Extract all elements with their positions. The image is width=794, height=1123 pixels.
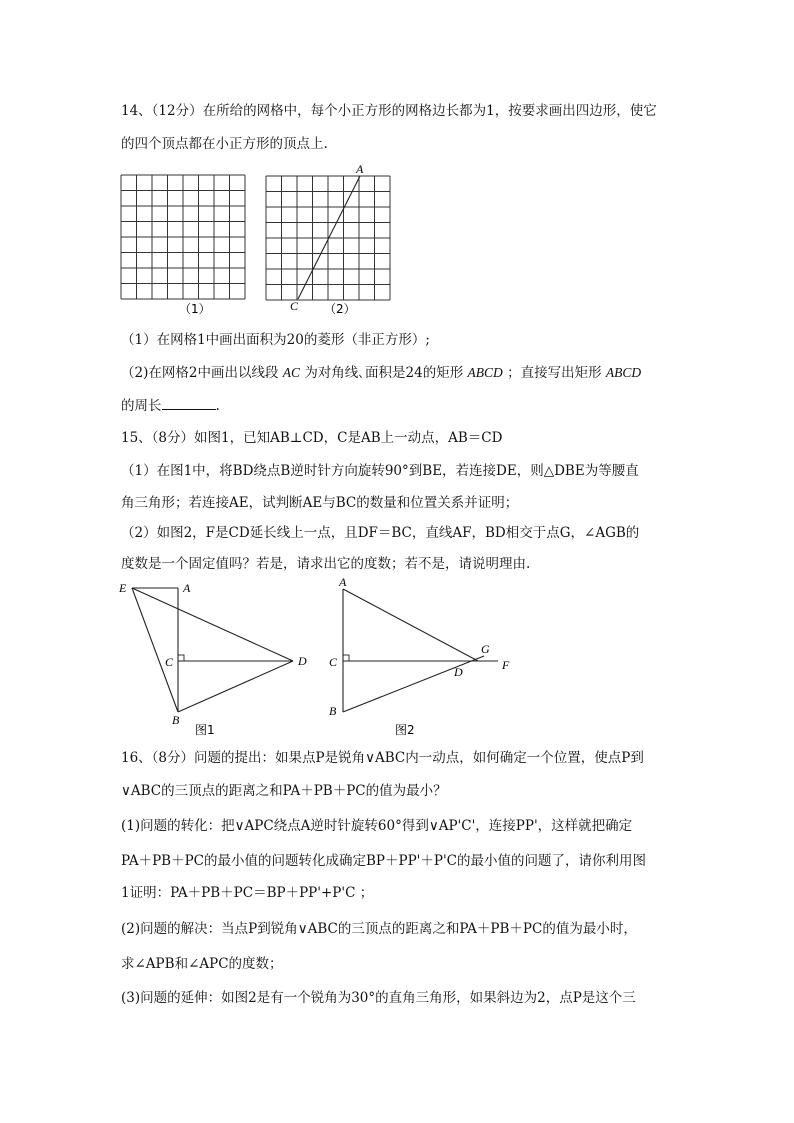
fig1-label-e: E: [119, 581, 127, 595]
fig2-label-g: G: [481, 642, 490, 656]
q15-part1-line1: （1）在图1中，将BD绕点B逆时针方向旋转90°到BE，若连接DE，则△DBE为等腰直: [121, 463, 639, 479]
q14-line2: 的四个顶点都在小正方形的顶点上.: [121, 136, 328, 152]
fig1-label-c: C: [165, 655, 174, 669]
q16-part3-line1: (3)问题的延伸：如图2是有一个锐角为30°的直角三角形，如果斜边为2，点P是这个三: [121, 990, 636, 1006]
q15-line1: 15、（8分）如图1，已知AB⊥CD，C是AB上一动点，AB＝CD: [121, 430, 503, 446]
q15-part2-line1: （2）如图2，F是CD延长线上一点，且DF＝BC，直线AF，BD相交于点G，∠AGB的: [121, 525, 640, 541]
fig2-caption: 图2: [395, 723, 415, 737]
q14-part2: （2)在网格2中画出以线段 AC 为对角线､面积是24的矩形 ABCD ；直接写出矩形 ABCD: [121, 365, 642, 381]
fig1-label-b: B: [172, 713, 180, 727]
q15-part1-line2: 角三角形；若连接AE，试判断AE与BC的数量和位置关系并证明；: [121, 495, 519, 511]
grid-1-figure: [119, 167, 249, 317]
fig2-label-d: D: [454, 665, 463, 679]
answer-blank[interactable]: [162, 397, 216, 410]
fig2-label-c: C: [329, 655, 338, 669]
grid-1-caption: （1）: [179, 302, 211, 316]
fig1-label-a: A: [183, 581, 191, 595]
q16-part1-line1: (1)问题的转化：把∨APC绕点A逆时针旋转60°得到∨AP'C'，连接PP'，这样就把确定: [121, 818, 633, 834]
grid-2-caption: （2）: [324, 302, 356, 316]
grid-2-figure: [262, 163, 394, 318]
q15-figure-1: [115, 575, 320, 740]
q16-part2-line1: (2)问题的解决：当点P到锐角∨ABC的三顶点的距离之和PA＋PB＋PC的值为最小时，: [121, 921, 637, 937]
q15-figure-2: [326, 575, 526, 740]
q16-part1-line2: PA＋PB＋PC的最小值的问题转化成确定BP＋PP'＋P'C的最小值的问题了，请你利用图: [121, 853, 647, 869]
right-angle-mark-2: [343, 655, 349, 661]
fig1-label-d: D: [298, 654, 307, 668]
fig2-label-a: A: [339, 575, 347, 589]
q14-line1: 14、（12分）在所给的网格中，每个小正方形的网格边长都为1，按要求画出四边形，使它: [121, 103, 657, 119]
q16-line1: 16、（8分）问题的提出：如果点P是锐角∨ABC内一动点，如何确定一个位置，使点P到: [121, 750, 644, 766]
fig1-caption: 图1: [195, 723, 215, 737]
q16-part2-line2: 求∠APB和∠APC的度数；: [121, 956, 283, 972]
q16-part1-line3: 1证明：PA＋PB＋PC＝BP＋PP'+P'C ；: [121, 885, 374, 901]
q14-part2-perimeter: 的周长 .: [121, 398, 220, 414]
q15-part2-line2: 度数是一个固定值吗？若是，请求出它的度数；若不是，请说明理由.: [121, 556, 531, 572]
grid-2-label-c: C: [290, 299, 299, 313]
fig2-label-b: B: [329, 704, 337, 718]
right-angle-mark: [178, 655, 184, 661]
q14-part1: （1）在网格1中画出面积为20的菱形（非正方形）;: [121, 332, 430, 348]
q16-line2: ∨ABC的三顶点的距离之和PA＋PB＋PC的值为最小？: [121, 783, 447, 799]
fig2-label-f: F: [502, 658, 510, 672]
grid-2-label-a: A: [356, 163, 364, 176]
